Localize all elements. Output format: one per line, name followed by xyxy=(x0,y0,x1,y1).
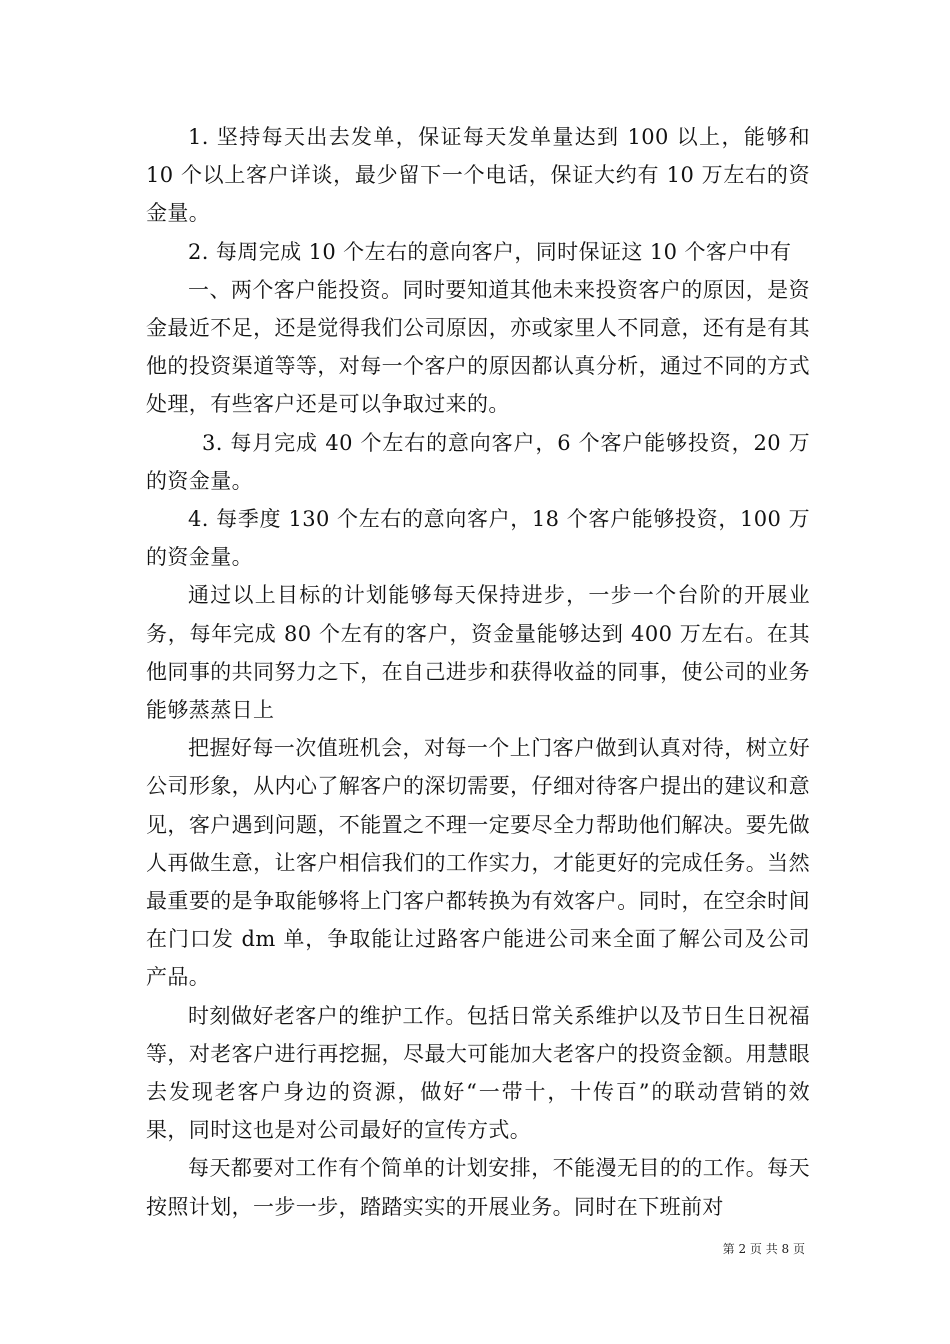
document-body xyxy=(146,118,818,1226)
paragraph-daily-plan: 每天都要对工作有个简单的计划安排，不能漫无目的的工作。每天按照计划，一步一步，踏踏实实的开展业务。同时在下班前对 xyxy=(146,1156,810,1219)
paragraph-goal-weekly-continued: 一、两个客户能投资。同时要知道其他未来投资客户的原因，是资金最近不足，还是觉得我们公司原因，亦或家里人不同意，还有是有其他的投资渠道等等，对每一个客户的原因都认真分析，通过不同的方式处理，有些客户还是可以争取过来的。 xyxy=(146,277,810,417)
paragraph-client-maintenance: 时刻做好老客户的维护工作。包括日常关系维护以及节日生日祝福等，对老客户进行再挖掘，尽最大可能加大老客户的投资金额。用慧眼去发现老客户身边的资源，做好“一带十，十传百”的联动营销的效果，同时这也是对公司最好的宣传方式。 xyxy=(146,1003,810,1143)
paragraph-goal-monthly: 3. 每月完成 40 个左右的意向客户，6 个客户能够投资，20 万的资金量。 xyxy=(146,430,810,493)
paragraph-goal-weekly: 2. 每周完成 10 个左右的意向客户，同时保证这 10 个客户中有 xyxy=(188,239,792,264)
page-number: 第 2 页 共 8 页 xyxy=(722,1242,805,1256)
paragraph-annual-summary: 通过以上目标的计划能够每天保持进步，一步一个台阶的开展业务，每年完成 80 个左有的客户，资金量能够达到 400 万左右。在其他同事的共同努力之下，在自己进步和获得收益的同事，使公司的业务能够蒸蒸日上 xyxy=(146,583,810,723)
paragraph-goal-quarterly: 4. 每季度 130 个左右的意向客户，18 个客户能够投资，100 万的资金量。 xyxy=(146,507,810,570)
paragraph-goal-daily: 1. 坚持每天出去发单，保证每天发单量达到 100 以上，能够和 10 个以上客户详谈，最少留下一个电话，保证大约有 10 万左右的资金量。 xyxy=(146,125,818,226)
paragraph-duty-service: 把握好每一次值班机会，对每一个上门客户做到认真对待，树立好公司形象，从内心了解客户的深切需要，仔细对待客户提出的建议和意见，客户遇到问题，不能置之不理一定要尽全力帮助他们解决。要先做人再做生意，让客户相信我们的工作实力，才能更好的完成任务。当然最重要的是争取能够将上门客户都转换为有效客户。同时，在空余时间在门口发 dm 单，争取能让过路客户能进公司来全面了解公司及公司产品。 xyxy=(146,736,810,990)
